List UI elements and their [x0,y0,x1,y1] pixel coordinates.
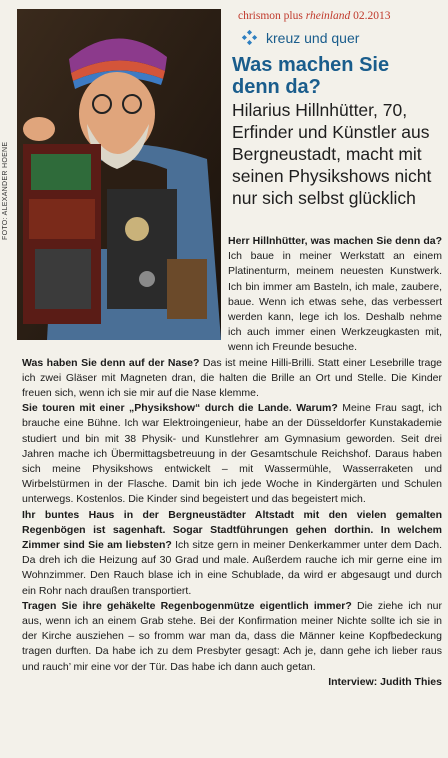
question: Ihr buntes Haus in der Bergneustädter Altstadt mit den vielen gemalten Regenbögen ist sagenhaft. Sogar Stadtführungen gehen dorthin. In welchem Zimmer sind Sie am liebsten? [22,508,442,552]
qa-paragraph [22,401,442,507]
answer: Das ist meine Hilli-Brilli. Statt einer Lesebrille trage ich zwei Gläser mit Magneten dran, die halten die Brille an Ort und Stelle. Die Kinder freuen sich, wenn ich sie mir auf die Nase klemme. [22,356,443,400]
answer: Ich baue in meiner Werkstatt an einem Platinenturm, meinem neuesten Kunstwerk. Ich bin immer am Basteln, ich male, zaubere, baue. Wenn ich etwas sehe, das verbessert werden kann, lege ich los. Deshalb nehme ich auch immer einen Werkzeugkasten mit, wenn ich Freunde besuche. [228,250,442,354]
article-body [22,234,442,690]
rubric-label: kreuz und quer [266,29,360,46]
answer: Ich sitze gern in meiner Denkerkammer unter dem Dach. Da dreh ich die Heizung auf 30 Grad und male. Außerdem rauche ich mir gerne eine im Wohnzimmer. Den Rauch blase ich in eine Schublade, da wird er abgesaugt und durch ein Rohr nach draußen transportiert. [22,539,442,597]
masthead-region: rheinland [305,10,351,22]
headline: Was machen Sie denn da? [232,54,390,98]
question: Tragen Sie ihre gehäkelte Regenbogenmütze eigentlich immer? [22,599,352,612]
question: Was haben Sie denn auf der Nase? [22,356,200,369]
interviewer-credit: Interview: Judith Thies [328,675,442,688]
rubric [241,29,359,46]
subheadline: Hilarius Hillnhütter, 70, Erfinder und Künstler aus Bergneustadt, macht mit seinen Physikshows nicht nur sich selbst glücklich [232,100,432,208]
masthead [238,10,391,22]
photo-credit: FOTO: ALEXANDER HOENE [2,141,9,240]
four-diamond-cross-icon [241,29,258,46]
question: Sie touren mit einer „Physikshow“ durch die Lande. Warum? [22,402,338,415]
question: Herr Hillnhütter, was machen Sie denn da? [228,235,442,247]
qa-paragraph [22,599,442,675]
masthead-brand: chrismon plus [238,10,303,22]
answer: Meine Frau sagt, ich brauche eine Bühne. Ich war Elektroingenieur, habe an der Düsseldorfer Kunstakademie studiert und bin mit 38 Physik- und Kunstlehrer am Gymnasium geworden. Seit drei Jahren mache ich Übermittagsbetreuung in der Gesamtschule Reichshof. Daraus haben sich meine Physikshows entwickelt – mit Wassermühle, Wasserraketen und Wirbelstürmen in der Flasche. Damit bin ich jede Woche in Kindergärten und Schulen unterwegs. Kostenlos. Die Kinder sind begeistert und das begeistert mich. [22,402,442,506]
masthead-date: 02.2013 [353,10,391,22]
qa-paragraph [22,356,442,402]
qa-paragraph [22,508,442,599]
answer: Die ziehe ich nur aus, wenn ich an einem Grab stehe. Bei der Konfirmation meiner Nichte sollte ich sie in der Kirche ausziehen – so fromm war man da, dass die Männer keine Kopfbedeckung tragen durften. Da habe ich zu dem Presbyter gesagt: Ach je, dann gehe ich lieber raus und rauch’ mir eine vor der Tür. Das habe ich dann auch getan. [22,599,442,673]
